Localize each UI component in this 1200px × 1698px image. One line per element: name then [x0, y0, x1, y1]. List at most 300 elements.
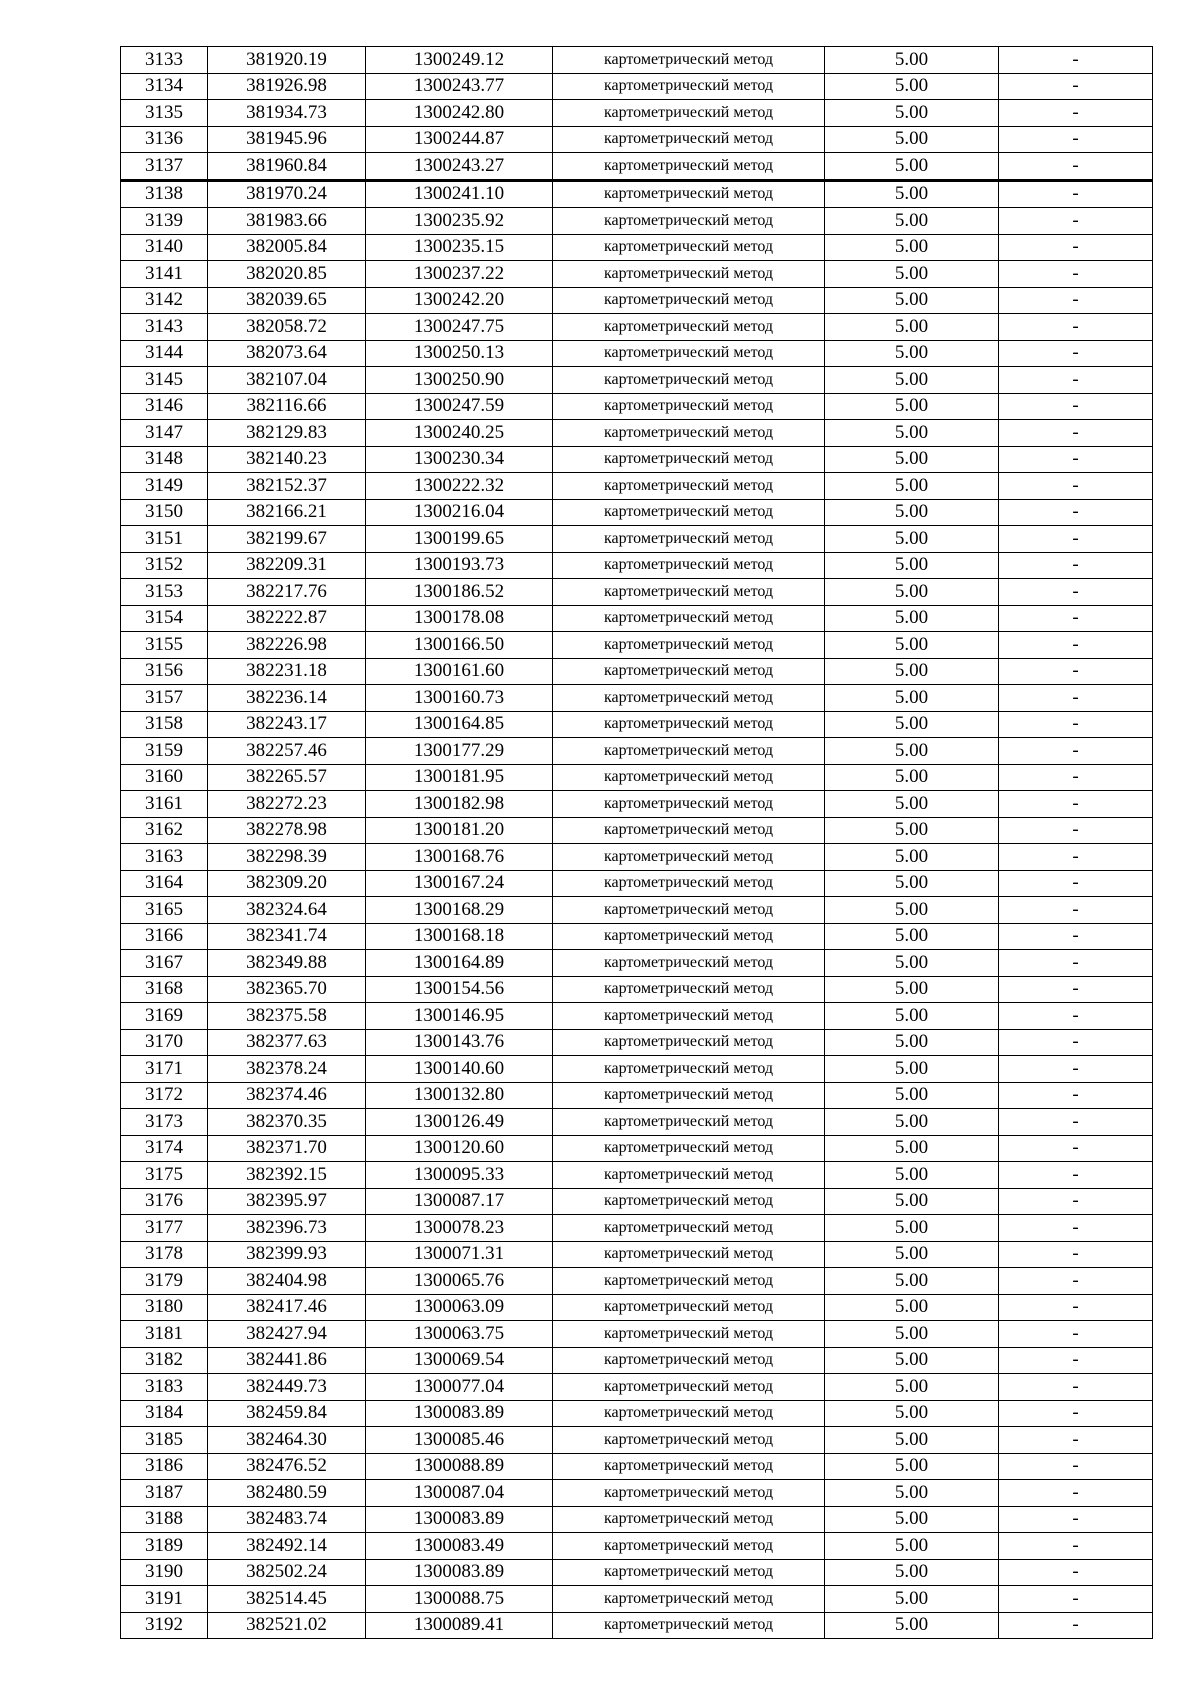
- table-row: [121, 473, 1153, 500]
- accuracy-cell: 5.00: [825, 552, 999, 579]
- method-cell: картометрический метод: [553, 817, 825, 844]
- y-coordinate-cell: 1300243.27: [366, 153, 553, 181]
- accuracy-cell: 5.00: [825, 605, 999, 632]
- point-number-cell: 3166: [121, 923, 208, 950]
- point-number-cell: 3181: [121, 1321, 208, 1348]
- table-row: [121, 711, 1153, 738]
- note-cell: -: [999, 153, 1153, 181]
- x-coordinate-cell: 382324.64: [208, 897, 366, 924]
- point-number-cell: 3148: [121, 446, 208, 473]
- point-number-cell: 3160: [121, 764, 208, 791]
- note-cell: -: [999, 738, 1153, 765]
- accuracy-cell: 5.00: [825, 1003, 999, 1030]
- method-cell: картометрический метод: [553, 47, 825, 74]
- note-cell: -: [999, 1215, 1153, 1242]
- note-cell: -: [999, 473, 1153, 500]
- note-cell: -: [999, 1082, 1153, 1109]
- y-coordinate-cell: 1300069.54: [366, 1347, 553, 1374]
- table-row: [121, 1374, 1153, 1401]
- point-number-cell: 3159: [121, 738, 208, 765]
- method-cell: картометрический метод: [553, 711, 825, 738]
- point-number-cell: 3178: [121, 1241, 208, 1268]
- accuracy-cell: 5.00: [825, 367, 999, 394]
- method-cell: картометрический метод: [553, 552, 825, 579]
- x-coordinate-cell: 382399.93: [208, 1241, 366, 1268]
- table-row: [121, 1453, 1153, 1480]
- x-coordinate-cell: 382427.94: [208, 1321, 366, 1348]
- point-number-cell: 3192: [121, 1612, 208, 1639]
- table-row: [121, 1029, 1153, 1056]
- accuracy-cell: 5.00: [825, 923, 999, 950]
- y-coordinate-cell: 1300247.59: [366, 393, 553, 420]
- table-row: [121, 47, 1153, 74]
- accuracy-cell: 5.00: [825, 1453, 999, 1480]
- note-cell: -: [999, 1586, 1153, 1613]
- method-cell: картометрический метод: [553, 1188, 825, 1215]
- y-coordinate-cell: 1300146.95: [366, 1003, 553, 1030]
- method-cell: картометрический метод: [553, 1453, 825, 1480]
- note-cell: -: [999, 1294, 1153, 1321]
- method-cell: картометрический метод: [553, 1029, 825, 1056]
- point-number-cell: 3144: [121, 340, 208, 367]
- table-row: [121, 1188, 1153, 1215]
- table-row: [121, 1612, 1153, 1639]
- x-coordinate-cell: 382129.83: [208, 420, 366, 447]
- accuracy-cell: 5.00: [825, 314, 999, 341]
- accuracy-cell: 5.00: [825, 1321, 999, 1348]
- method-cell: картометрический метод: [553, 100, 825, 127]
- note-cell: -: [999, 579, 1153, 606]
- table-row: [121, 1321, 1153, 1348]
- note-cell: -: [999, 1533, 1153, 1560]
- table-row: [121, 1533, 1153, 1560]
- x-coordinate-cell: 382374.46: [208, 1082, 366, 1109]
- x-coordinate-cell: 382349.88: [208, 950, 366, 977]
- point-number-cell: 3170: [121, 1029, 208, 1056]
- x-coordinate-cell: 382257.46: [208, 738, 366, 765]
- method-cell: картометрический метод: [553, 473, 825, 500]
- y-coordinate-cell: 1300168.18: [366, 923, 553, 950]
- y-coordinate-cell: 1300132.80: [366, 1082, 553, 1109]
- table-row: [121, 393, 1153, 420]
- note-cell: -: [999, 499, 1153, 526]
- point-number-cell: 3137: [121, 153, 208, 181]
- note-cell: -: [999, 180, 1153, 208]
- table-row: [121, 287, 1153, 314]
- x-coordinate-cell: 382502.24: [208, 1559, 366, 1586]
- note-cell: -: [999, 658, 1153, 685]
- y-coordinate-cell: 1300235.92: [366, 208, 553, 235]
- point-number-cell: 3163: [121, 844, 208, 871]
- point-number-cell: 3175: [121, 1162, 208, 1189]
- method-cell: картометрический метод: [553, 738, 825, 765]
- accuracy-cell: 5.00: [825, 1533, 999, 1560]
- note-cell: -: [999, 1135, 1153, 1162]
- point-number-cell: 3135: [121, 100, 208, 127]
- accuracy-cell: 5.00: [825, 1480, 999, 1507]
- point-number-cell: 3162: [121, 817, 208, 844]
- method-cell: картометрический метод: [553, 287, 825, 314]
- x-coordinate-cell: 382377.63: [208, 1029, 366, 1056]
- y-coordinate-cell: 1300071.31: [366, 1241, 553, 1268]
- table-row: [121, 764, 1153, 791]
- table-row: [121, 1268, 1153, 1295]
- note-cell: -: [999, 976, 1153, 1003]
- table-row: [121, 1559, 1153, 1586]
- note-cell: -: [999, 791, 1153, 818]
- method-cell: картометрический метод: [553, 976, 825, 1003]
- note-cell: -: [999, 1612, 1153, 1639]
- x-coordinate-cell: 382392.15: [208, 1162, 366, 1189]
- method-cell: картометрический метод: [553, 420, 825, 447]
- x-coordinate-cell: 382209.31: [208, 552, 366, 579]
- y-coordinate-cell: 1300250.90: [366, 367, 553, 394]
- table-row: [121, 261, 1153, 288]
- point-number-cell: 3141: [121, 261, 208, 288]
- point-number-cell: 3153: [121, 579, 208, 606]
- y-coordinate-cell: 1300182.98: [366, 791, 553, 818]
- method-cell: картометрический метод: [553, 499, 825, 526]
- y-coordinate-cell: 1300164.89: [366, 950, 553, 977]
- accuracy-cell: 5.00: [825, 1029, 999, 1056]
- y-coordinate-cell: 1300168.76: [366, 844, 553, 871]
- note-cell: -: [999, 73, 1153, 100]
- note-cell: -: [999, 261, 1153, 288]
- method-cell: картометрический метод: [553, 1135, 825, 1162]
- point-number-cell: 3140: [121, 234, 208, 261]
- point-number-cell: 3156: [121, 658, 208, 685]
- accuracy-cell: 5.00: [825, 897, 999, 924]
- note-cell: -: [999, 1241, 1153, 1268]
- accuracy-cell: 5.00: [825, 632, 999, 659]
- table-row: [121, 1400, 1153, 1427]
- note-cell: -: [999, 314, 1153, 341]
- note-cell: -: [999, 632, 1153, 659]
- accuracy-cell: 5.00: [825, 950, 999, 977]
- accuracy-cell: 5.00: [825, 234, 999, 261]
- point-number-cell: 3150: [121, 499, 208, 526]
- y-coordinate-cell: 1300087.17: [366, 1188, 553, 1215]
- accuracy-cell: 5.00: [825, 685, 999, 712]
- table-row: [121, 340, 1153, 367]
- accuracy-cell: 5.00: [825, 1294, 999, 1321]
- y-coordinate-cell: 1300083.89: [366, 1506, 553, 1533]
- x-coordinate-cell: 382140.23: [208, 446, 366, 473]
- note-cell: -: [999, 1188, 1153, 1215]
- table-row: [121, 738, 1153, 765]
- point-number-cell: 3161: [121, 791, 208, 818]
- x-coordinate-cell: 382371.70: [208, 1135, 366, 1162]
- x-coordinate-cell: 381945.96: [208, 126, 366, 153]
- y-coordinate-cell: 1300065.76: [366, 1268, 553, 1295]
- point-number-cell: 3142: [121, 287, 208, 314]
- y-coordinate-cell: 1300083.49: [366, 1533, 553, 1560]
- point-number-cell: 3172: [121, 1082, 208, 1109]
- table-row: [121, 526, 1153, 553]
- coordinates-table-body: [121, 47, 1153, 1639]
- accuracy-cell: 5.00: [825, 579, 999, 606]
- x-coordinate-cell: 381970.24: [208, 180, 366, 208]
- point-number-cell: 3146: [121, 393, 208, 420]
- note-cell: -: [999, 420, 1153, 447]
- note-cell: -: [999, 1559, 1153, 1586]
- note-cell: -: [999, 208, 1153, 235]
- point-number-cell: 3184: [121, 1400, 208, 1427]
- y-coordinate-cell: 1300230.34: [366, 446, 553, 473]
- accuracy-cell: 5.00: [825, 817, 999, 844]
- table-row: [121, 1082, 1153, 1109]
- x-coordinate-cell: 381926.98: [208, 73, 366, 100]
- x-coordinate-cell: 382073.64: [208, 340, 366, 367]
- y-coordinate-cell: 1300087.04: [366, 1480, 553, 1507]
- method-cell: картометрический метод: [553, 1056, 825, 1083]
- method-cell: картометрический метод: [553, 1321, 825, 1348]
- accuracy-cell: 5.00: [825, 658, 999, 685]
- point-number-cell: 3165: [121, 897, 208, 924]
- accuracy-cell: 5.00: [825, 1135, 999, 1162]
- point-number-cell: 3174: [121, 1135, 208, 1162]
- x-coordinate-cell: 382449.73: [208, 1374, 366, 1401]
- point-number-cell: 3185: [121, 1427, 208, 1454]
- x-coordinate-cell: 382464.30: [208, 1427, 366, 1454]
- method-cell: картометрический метод: [553, 685, 825, 712]
- y-coordinate-cell: 1300216.04: [366, 499, 553, 526]
- y-coordinate-cell: 1300167.24: [366, 870, 553, 897]
- accuracy-cell: 5.00: [825, 261, 999, 288]
- method-cell: картометрический метод: [553, 844, 825, 871]
- method-cell: картометрический метод: [553, 950, 825, 977]
- y-coordinate-cell: 1300126.49: [366, 1109, 553, 1136]
- y-coordinate-cell: 1300247.75: [366, 314, 553, 341]
- x-coordinate-cell: 382298.39: [208, 844, 366, 871]
- point-number-cell: 3183: [121, 1374, 208, 1401]
- table-row: [121, 1215, 1153, 1242]
- table-row: [121, 658, 1153, 685]
- accuracy-cell: 5.00: [825, 126, 999, 153]
- table-row: [121, 632, 1153, 659]
- note-cell: -: [999, 1321, 1153, 1348]
- point-number-cell: 3173: [121, 1109, 208, 1136]
- note-cell: -: [999, 870, 1153, 897]
- y-coordinate-cell: 1300089.41: [366, 1612, 553, 1639]
- note-cell: -: [999, 552, 1153, 579]
- method-cell: картометрический метод: [553, 1215, 825, 1242]
- x-coordinate-cell: 382378.24: [208, 1056, 366, 1083]
- y-coordinate-cell: 1300186.52: [366, 579, 553, 606]
- note-cell: -: [999, 605, 1153, 632]
- x-coordinate-cell: 382370.35: [208, 1109, 366, 1136]
- table-row: [121, 1241, 1153, 1268]
- note-cell: -: [999, 234, 1153, 261]
- method-cell: картометрический метод: [553, 923, 825, 950]
- point-number-cell: 3169: [121, 1003, 208, 1030]
- x-coordinate-cell: 382005.84: [208, 234, 366, 261]
- accuracy-cell: 5.00: [825, 791, 999, 818]
- point-number-cell: 3158: [121, 711, 208, 738]
- method-cell: картометрический метод: [553, 446, 825, 473]
- x-coordinate-cell: 382199.67: [208, 526, 366, 553]
- method-cell: картометрический метод: [553, 1559, 825, 1586]
- x-coordinate-cell: 382020.85: [208, 261, 366, 288]
- x-coordinate-cell: 382116.66: [208, 393, 366, 420]
- table-row: [121, 817, 1153, 844]
- method-cell: картометрический метод: [553, 180, 825, 208]
- method-cell: картометрический метод: [553, 314, 825, 341]
- table-row: [121, 446, 1153, 473]
- accuracy-cell: 5.00: [825, 1586, 999, 1613]
- point-number-cell: 3149: [121, 473, 208, 500]
- x-coordinate-cell: 382152.37: [208, 473, 366, 500]
- table-row: [121, 1480, 1153, 1507]
- note-cell: -: [999, 950, 1153, 977]
- x-coordinate-cell: 382441.86: [208, 1347, 366, 1374]
- accuracy-cell: 5.00: [825, 844, 999, 871]
- x-coordinate-cell: 381934.73: [208, 100, 366, 127]
- method-cell: картометрический метод: [553, 1506, 825, 1533]
- table-row: [121, 153, 1153, 181]
- y-coordinate-cell: 1300143.76: [366, 1029, 553, 1056]
- note-cell: -: [999, 1480, 1153, 1507]
- table-row: [121, 976, 1153, 1003]
- note-cell: -: [999, 711, 1153, 738]
- y-coordinate-cell: 1300241.10: [366, 180, 553, 208]
- accuracy-cell: 5.00: [825, 1400, 999, 1427]
- point-number-cell: 3186: [121, 1453, 208, 1480]
- table-row: [121, 208, 1153, 235]
- x-coordinate-cell: 382236.14: [208, 685, 366, 712]
- y-coordinate-cell: 1300063.75: [366, 1321, 553, 1348]
- y-coordinate-cell: 1300164.85: [366, 711, 553, 738]
- accuracy-cell: 5.00: [825, 499, 999, 526]
- accuracy-cell: 5.00: [825, 1612, 999, 1639]
- method-cell: картометрический метод: [553, 367, 825, 394]
- note-cell: -: [999, 1506, 1153, 1533]
- y-coordinate-cell: 1300095.33: [366, 1162, 553, 1189]
- note-cell: -: [999, 844, 1153, 871]
- note-cell: -: [999, 1109, 1153, 1136]
- point-number-cell: 3168: [121, 976, 208, 1003]
- note-cell: -: [999, 340, 1153, 367]
- x-coordinate-cell: 382521.02: [208, 1612, 366, 1639]
- note-cell: -: [999, 1056, 1153, 1083]
- note-cell: -: [999, 1003, 1153, 1030]
- point-number-cell: 3179: [121, 1268, 208, 1295]
- x-coordinate-cell: 382058.72: [208, 314, 366, 341]
- point-number-cell: 3151: [121, 526, 208, 553]
- table-row: [121, 1135, 1153, 1162]
- table-row: [121, 100, 1153, 127]
- accuracy-cell: 5.00: [825, 1056, 999, 1083]
- x-coordinate-cell: 382107.04: [208, 367, 366, 394]
- y-coordinate-cell: 1300161.60: [366, 658, 553, 685]
- table-row: [121, 180, 1153, 208]
- table-row: [121, 73, 1153, 100]
- point-number-cell: 3176: [121, 1188, 208, 1215]
- table-row: [121, 923, 1153, 950]
- y-coordinate-cell: 1300242.20: [366, 287, 553, 314]
- method-cell: картометрический метод: [553, 870, 825, 897]
- note-cell: -: [999, 897, 1153, 924]
- y-coordinate-cell: 1300077.04: [366, 1374, 553, 1401]
- point-number-cell: 3188: [121, 1506, 208, 1533]
- x-coordinate-cell: 382341.74: [208, 923, 366, 950]
- point-number-cell: 3152: [121, 552, 208, 579]
- x-coordinate-cell: 382375.58: [208, 1003, 366, 1030]
- x-coordinate-cell: 382243.17: [208, 711, 366, 738]
- method-cell: картометрический метод: [553, 126, 825, 153]
- method-cell: картометрический метод: [553, 1241, 825, 1268]
- accuracy-cell: 5.00: [825, 473, 999, 500]
- table-row: [121, 1109, 1153, 1136]
- accuracy-cell: 5.00: [825, 1268, 999, 1295]
- method-cell: картометрический метод: [553, 1612, 825, 1639]
- point-number-cell: 3143: [121, 314, 208, 341]
- y-coordinate-cell: 1300085.46: [366, 1427, 553, 1454]
- method-cell: картометрический метод: [553, 1374, 825, 1401]
- y-coordinate-cell: 1300160.73: [366, 685, 553, 712]
- point-number-cell: 3171: [121, 1056, 208, 1083]
- method-cell: картометрический метод: [553, 1586, 825, 1613]
- point-number-cell: 3145: [121, 367, 208, 394]
- note-cell: -: [999, 526, 1153, 553]
- point-number-cell: 3134: [121, 73, 208, 100]
- table-row: [121, 897, 1153, 924]
- table-row: [121, 552, 1153, 579]
- accuracy-cell: 5.00: [825, 180, 999, 208]
- table-row: [121, 1427, 1153, 1454]
- accuracy-cell: 5.00: [825, 340, 999, 367]
- method-cell: картометрический метод: [553, 340, 825, 367]
- method-cell: картометрический метод: [553, 1294, 825, 1321]
- point-number-cell: 3154: [121, 605, 208, 632]
- table-row: [121, 1347, 1153, 1374]
- y-coordinate-cell: 1300242.80: [366, 100, 553, 127]
- point-number-cell: 3177: [121, 1215, 208, 1242]
- accuracy-cell: 5.00: [825, 1162, 999, 1189]
- note-cell: -: [999, 1453, 1153, 1480]
- table-row: [121, 579, 1153, 606]
- method-cell: картометрический метод: [553, 208, 825, 235]
- method-cell: картометрический метод: [553, 153, 825, 181]
- method-cell: картометрический метод: [553, 1400, 825, 1427]
- accuracy-cell: 5.00: [825, 47, 999, 74]
- method-cell: картометрический метод: [553, 1480, 825, 1507]
- x-coordinate-cell: 382039.65: [208, 287, 366, 314]
- x-coordinate-cell: 382459.84: [208, 1400, 366, 1427]
- y-coordinate-cell: 1300088.89: [366, 1453, 553, 1480]
- y-coordinate-cell: 1300240.25: [366, 420, 553, 447]
- x-coordinate-cell: 382514.45: [208, 1586, 366, 1613]
- table-row: [121, 1294, 1153, 1321]
- note-cell: -: [999, 1162, 1153, 1189]
- x-coordinate-cell: 381960.84: [208, 153, 366, 181]
- accuracy-cell: 5.00: [825, 1559, 999, 1586]
- method-cell: картометрический метод: [553, 393, 825, 420]
- x-coordinate-cell: 382395.97: [208, 1188, 366, 1215]
- point-number-cell: 3180: [121, 1294, 208, 1321]
- method-cell: картометрический метод: [553, 1427, 825, 1454]
- y-coordinate-cell: 1300083.89: [366, 1400, 553, 1427]
- method-cell: картометрический метод: [553, 764, 825, 791]
- y-coordinate-cell: 1300222.32: [366, 473, 553, 500]
- x-coordinate-cell: 382309.20: [208, 870, 366, 897]
- note-cell: -: [999, 764, 1153, 791]
- method-cell: картометрический метод: [553, 605, 825, 632]
- table-row: [121, 605, 1153, 632]
- point-number-cell: 3155: [121, 632, 208, 659]
- y-coordinate-cell: 1300250.13: [366, 340, 553, 367]
- x-coordinate-cell: 382480.59: [208, 1480, 366, 1507]
